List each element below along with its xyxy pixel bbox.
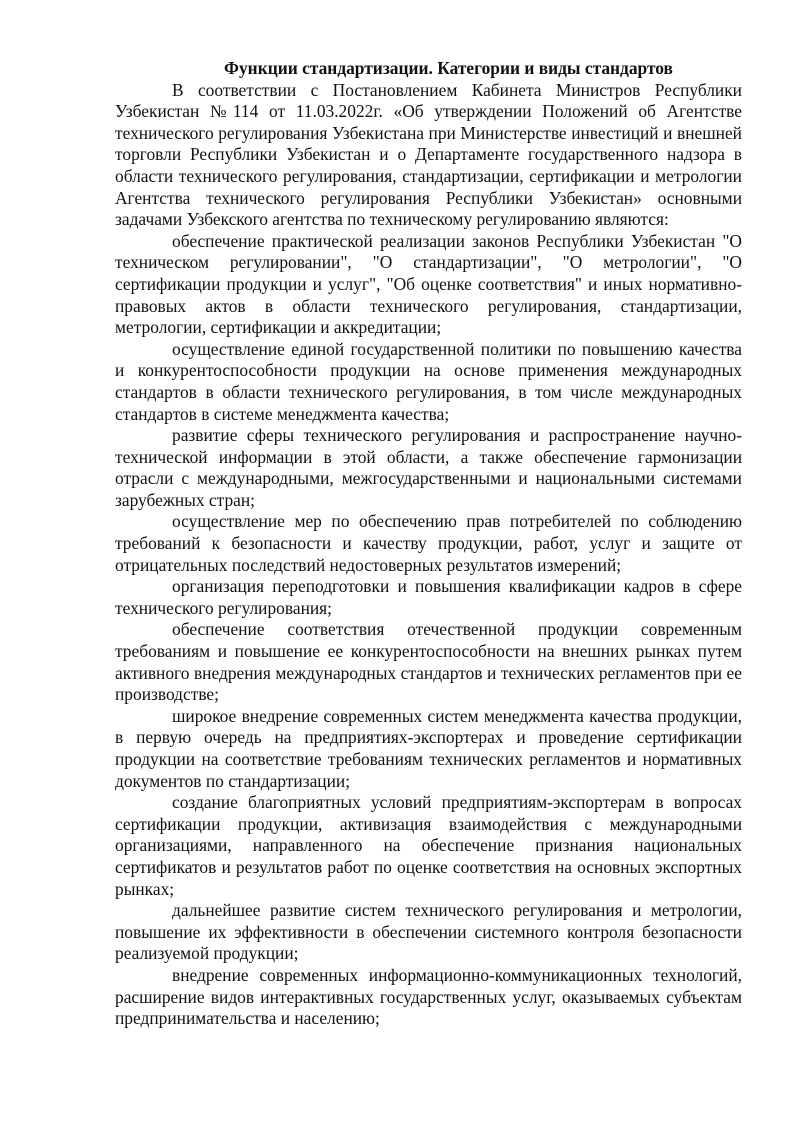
task-paragraph-metrology: дальнейшее развитие систем технического регулирования и метрологии, повышение их эффективности в обеспечении системного контроля безопасности реализуемой продукции; bbox=[115, 900, 742, 964]
intro-paragraph: В соответствии с Постановлением Кабинета Министров Республики Узбекистан №114 от 11.03.2022г. «Об утверждении Положений об Агентстве технического регулирования Узбекистана при Министерстве инвестиций и внешней торговли Республики Узбекистан и о Департаменте государственного надзора в области технического регулирования, стандартизации, сертификации и метрологии Агентства технического регулирования Республики Узбекистан» основными задачами Узбекского агентства по техническому регулированию являются: bbox=[115, 79, 742, 230]
task-paragraph-training: организация переподготовки и повышения квалификации кадров в сфере технического регулирования; bbox=[115, 576, 742, 618]
task-paragraph-development: развитие сферы технического регулирования и распространение научно-технической информации в этой области, а также обеспечение гармонизации отрасли с международными, межгосударственными и национальными системами зарубежных стран; bbox=[115, 425, 742, 510]
task-paragraph-laws: обеспечение практической реализации законов Республики Узбекистан "О техническом регулировании", "О стандартизации", "О метрологии", "О сертификации продукции и услуг", "Об оценке соответствия" и иных нормативно-правовых актов в области технического регулирования, стандартизации, метрологии, сертификации и аккредитации; bbox=[115, 230, 742, 338]
task-paragraph-ict: внедрение современных информационно-коммуникационных технологий, расширение видов интерактивных государственных услуг, оказываемых субъектам предпринимательства и населению; bbox=[115, 964, 742, 1029]
task-paragraph-exporters: создание благоприятных условий предприятиям-экспортерам в вопросах сертификации продукции, активизация взаимодействия с международными организациями, направленного на обеспечение признания национальных сертификатов и результатов работ по оценке соответствия на основных экспортных рынках; bbox=[115, 792, 742, 899]
document-title: Функции стандартизации. Категории и виды стандартов bbox=[224, 58, 673, 78]
document-page bbox=[115, 58, 742, 1030]
task-paragraph-policy: осуществление единой государственной политики по повышению качества и конкурентоспособности продукции на основе применения международных стандартов в области технического регулирования, в том числе международных стандартов в системе менеджмента качества; bbox=[115, 338, 742, 424]
task-paragraph-competitiveness: обеспечение соответствия отечественной продукции современным требованиям и повышение ее конкурентоспособности на внешних рынках путем активного внедрения международных стандартов и технических регламентов при ее производстве; bbox=[115, 619, 742, 705]
task-paragraph-quality-systems: широкое внедрение современных систем менеджмента качества продукции, в первую очередь на предприятиях-экспортерах и проведение сертификации продукции на соответствие требованиям технических регламентов и нормативных документов по стандартизации; bbox=[115, 705, 742, 791]
task-paragraph-consumer-rights: осуществление мер по обеспечению прав потребителей по соблюдению требований к безопасности и качеству продукции, работ, услуг и защите от отрицательных последствий недостоверных результатов измерений; bbox=[115, 511, 742, 575]
